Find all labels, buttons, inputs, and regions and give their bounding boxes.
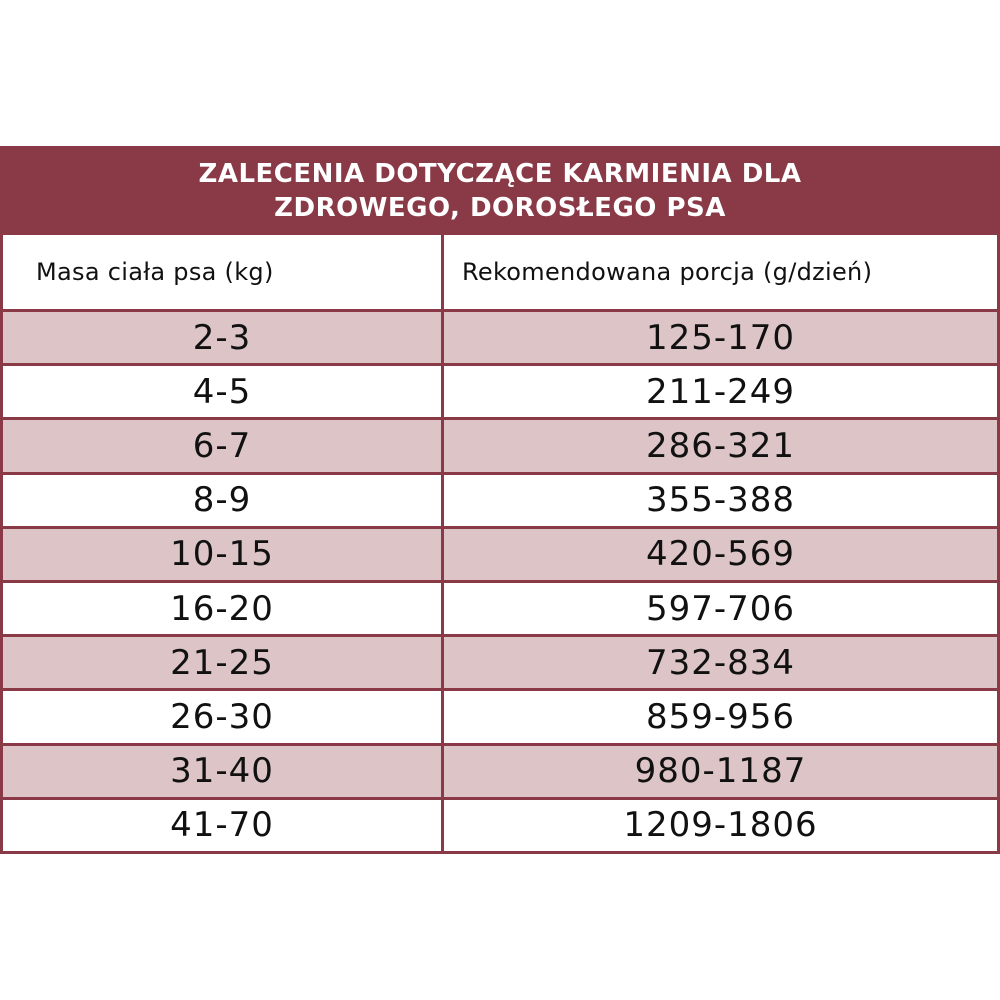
weight-cell: 8-9: [3, 475, 441, 526]
weight-cell: 31-40: [3, 746, 441, 797]
table-title-line-2: ZDROWEGO, DOROSŁEGO PSA: [274, 193, 726, 223]
table-title: [0, 146, 1000, 235]
column-header-portion: Rekomendowana porcja (g/dzień): [444, 235, 997, 309]
portion-cell: 125-170: [444, 312, 997, 363]
weight-cell: 16-20: [3, 583, 441, 634]
portion-cell: 732-834: [444, 637, 997, 688]
portion-cell: 859-956: [444, 691, 997, 742]
portion-cell: 420-569: [444, 529, 997, 580]
table-title-line-1: ZALECENIA DOTYCZĄCE KARMIENIA DLA: [198, 159, 802, 189]
portion-cell: 980-1187: [444, 746, 997, 797]
portion-cell: 286-321: [444, 420, 997, 471]
weight-cell: 41-70: [3, 800, 441, 851]
portion-cell: 597-706: [444, 583, 997, 634]
weight-cell: 10-15: [3, 529, 441, 580]
column-header-weight: Masa ciała psa (kg): [3, 235, 441, 309]
weight-cell: 4-5: [3, 366, 441, 417]
feeding-table: [0, 146, 1000, 854]
weight-cell: 2-3: [3, 312, 441, 363]
portion-cell: 1209-1806: [444, 800, 997, 851]
table-grid: [3, 235, 997, 851]
weight-cell: 26-30: [3, 691, 441, 742]
portion-cell: 355-388: [444, 475, 997, 526]
portion-cell: 211-249: [444, 366, 997, 417]
weight-cell: 6-7: [3, 420, 441, 471]
weight-cell: 21-25: [3, 637, 441, 688]
